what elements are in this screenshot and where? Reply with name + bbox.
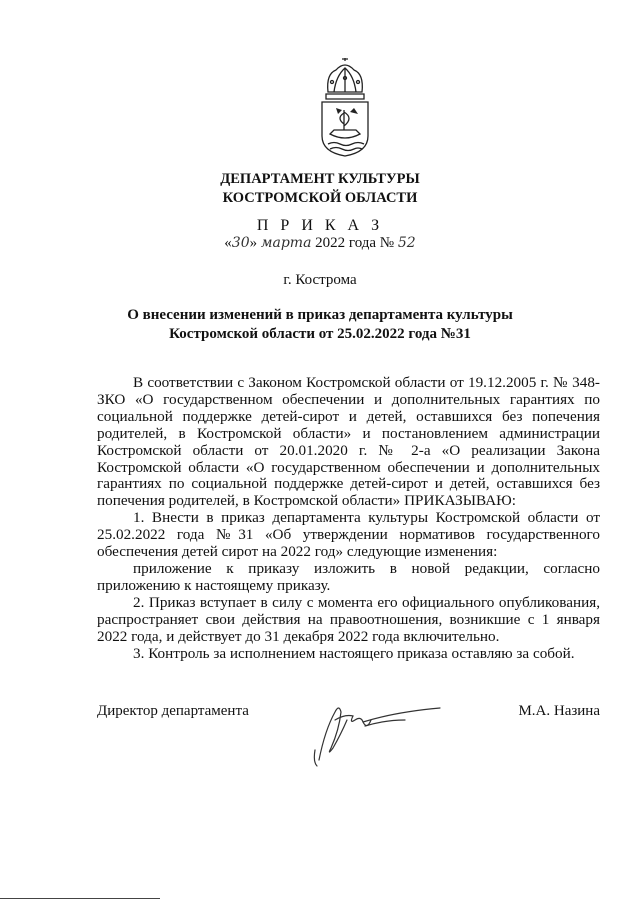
paragraph-item-2: 2. Приказ вступает в силу с момента его официального опубликования, распространяет свои действия на правоотношения, возникшие с 1 января 2022 года, и действует до 31 декабря 2022 года включительно.: [97, 593, 600, 645]
date-close-quote: »: [249, 235, 258, 251]
paragraph-item-1: 1. Внести в приказ департамента культуры Костромской области от 25.02.2022 года №31 «Об утверждении нормативов государственного обеспечения детей сирот на 2022 год» следующие изменения:: [97, 509, 600, 561]
date-month: марта: [260, 235, 312, 251]
date-day: 30: [231, 235, 250, 251]
paragraph-preamble: В соответствии с Законом Костромской области от 19.12.2005 г. № 348-ЗКО «О государственном обеспечении и дополнительных гарантиях по социальной поддержке детей-сирот и детей, оставшихся без попечения родителей, в Костромской области» и постановлением администрации Костромской области от 20.01.2020 г. № 2-а «О реализации Закона Костромской области «О государственном обеспечении и дополнительных гарантиях по социальной поддержке детей-сирот и детей, оставшихся без попечения родителей, в Костромской области» ПРИКАЗЫВАЮ:: [97, 374, 600, 510]
order-subject-line2: Костромской области от 25.02.2022 года №31: [169, 326, 471, 342]
order-date-line: [0, 235, 640, 252]
footer-rule: [0, 898, 160, 899]
department-name-line2: КОСТРОМСКОЙ ОБЛАСТИ: [222, 190, 418, 206]
order-subject-line1: О внесении изменений в приказ департамента культуры: [127, 307, 513, 323]
date-open-quote: «: [224, 235, 232, 251]
signer-position: Директор департамента: [97, 703, 249, 719]
order-body: [97, 375, 600, 662]
order-title: П Р И К А З: [256, 217, 384, 234]
city: г. Кострома: [283, 272, 357, 288]
date-year-text: 2022 года №: [315, 235, 395, 251]
department-name-line1: ДЕПАРТАМЕНТ КУЛЬТУРЫ: [220, 171, 420, 187]
signer-name: М.А. Назина: [518, 703, 600, 719]
paragraph-item-3: 3. Контроль за исполнением настоящего приказа оставляю за собой.: [133, 644, 575, 662]
order-subject: [0, 306, 640, 344]
order-number: 52: [397, 235, 416, 251]
handwritten-signature: [305, 690, 445, 770]
coat-of-arms-emblem: [314, 58, 376, 158]
paragraph-item-1-detail: приложение к приказу изложить в новой редакции, согласно приложению к настоящему приказу.: [97, 559, 600, 594]
department-header: [0, 170, 640, 208]
